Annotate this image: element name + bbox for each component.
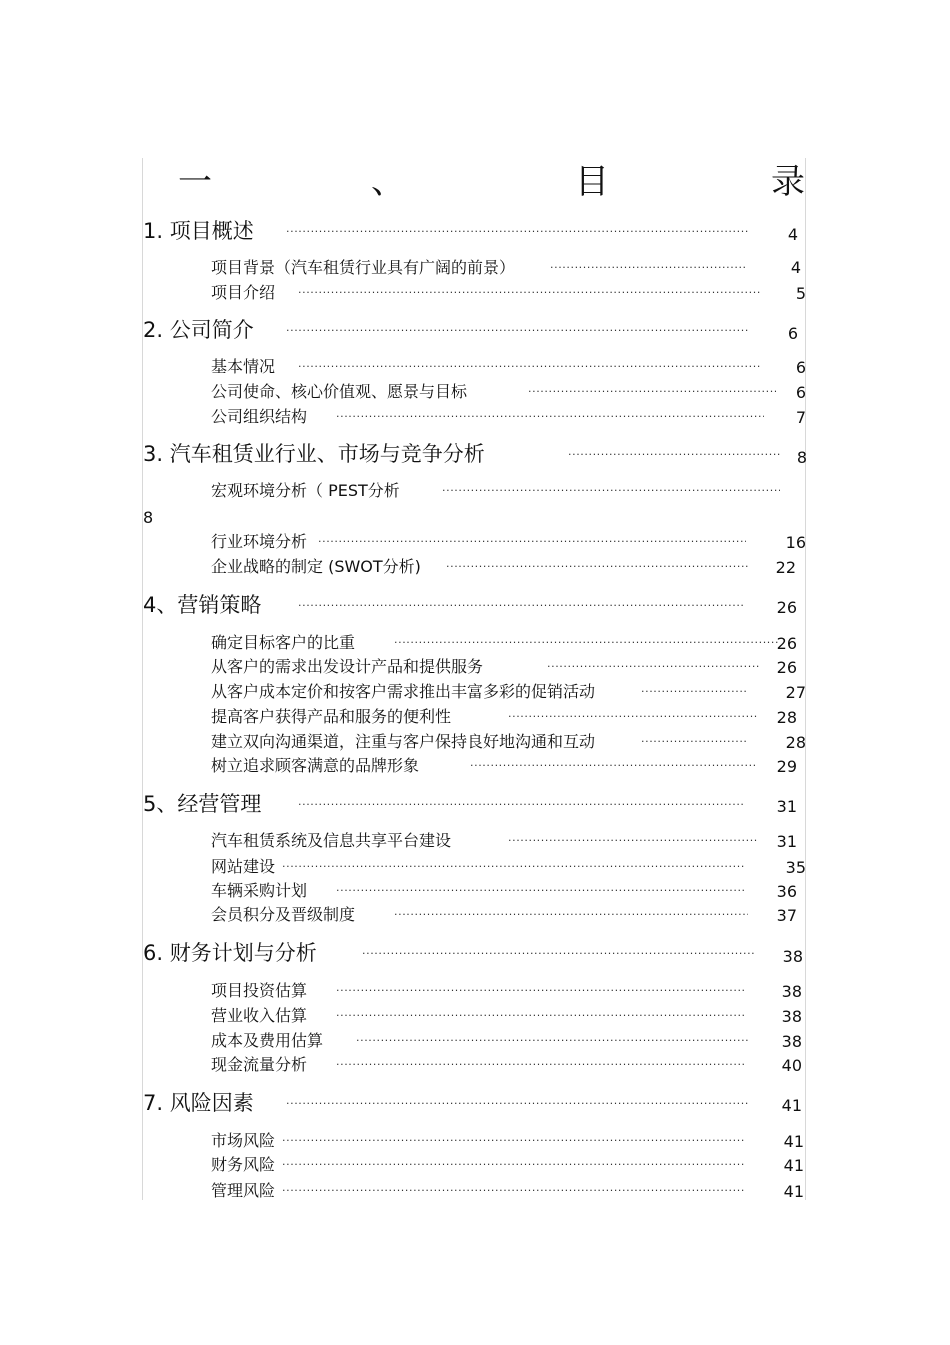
toc-page-number: 6 [795,383,806,402]
leader-dots [298,799,744,811]
leader-dots [298,600,744,612]
leader-dots [394,637,778,649]
leader-dots [336,1010,746,1022]
leader-dots [470,760,756,772]
toc-page-number: 38 [781,982,802,1001]
toc-page-number: 41 [783,1156,804,1175]
toc-entry-6-2[interactable]: 营业收入估算 [211,1006,308,1025]
toc-heading-2[interactable]: 2. 公司简介 [143,318,254,342]
leader-dots [641,686,747,698]
toc-page-number: 16 [785,533,806,552]
toc-title-char-3: 目 [575,162,609,202]
leader-dots [446,561,748,573]
toc-page-number: 36 [776,882,797,901]
toc-page-number: 26 [776,634,797,653]
toc-entry-5-3[interactable]: 车辆采购计划 [211,881,308,900]
toc-page-number: 28 [776,708,797,727]
toc-page-number: 6 [795,358,806,377]
toc-entry-4-5[interactable]: 建立双向沟通渠道，注重与客户保持良好地沟通和互动 [211,732,596,751]
leader-dots [362,948,754,960]
toc-page-number: 29 [776,757,797,776]
leader-dots [394,909,748,921]
toc-page-number-wrapped: 8 [143,508,154,527]
toc-entry-7-1[interactable]: 市场风险 [211,1131,276,1150]
right-margin-rule [805,158,806,1200]
toc-heading-1[interactable]: 1. 项目概述 [143,219,254,243]
toc-entry-1-2[interactable]: 项目介绍 [211,283,276,302]
leader-dots [568,449,780,461]
leader-dots [282,861,746,873]
toc-page-number: 40 [781,1056,802,1075]
toc-entry-5-4[interactable]: 会员积分及晋级制度 [211,905,356,924]
leader-dots [286,226,748,238]
leader-dots [550,262,746,274]
leader-dots [641,736,747,748]
toc-entry-2-3[interactable]: 公司组织结构 [211,407,308,426]
toc-page-number: 26 [776,598,797,617]
toc-entry-6-4[interactable]: 现金流量分析 [211,1055,308,1074]
leader-dots [336,411,764,423]
toc-title-char-1: 一 [178,162,212,202]
leader-dots [508,835,758,847]
leader-dots [442,485,780,497]
leader-dots [547,661,760,673]
toc-page-number: 22 [775,558,796,577]
leader-dots [286,325,748,337]
toc-entry-4-2[interactable]: 从客户的需求出发设计产品和提供服务 [211,657,484,676]
toc-entry-6-1[interactable]: 项目投资估算 [211,981,308,1000]
leader-dots [336,1059,746,1071]
toc-entry-7-2[interactable]: 财务风险 [211,1155,276,1174]
toc-heading-7[interactable]: 7. 风险因素 [143,1091,254,1115]
toc-page-number: 37 [776,906,797,925]
leader-dots [286,1098,748,1110]
leader-dots [528,386,776,398]
toc-entry-2-2[interactable]: 公司使命、核心价值观、愿景与目标 [211,382,468,401]
leader-dots [318,536,746,548]
toc-page-number: 41 [783,1182,804,1201]
toc-heading-6[interactable]: 6. 财务计划与分析 [143,941,317,965]
toc-entry-3-3[interactable]: 企业战略的制定 (SWOT分析) [211,557,421,576]
toc-title-char-2: 、 [371,162,405,202]
leader-dots [298,361,760,373]
toc-entry-1-1[interactable]: 项目背景（汽车租赁行业具有广阔的前景） [211,258,516,277]
toc-entry-4-6[interactable]: 树立追求顾客满意的品牌形象 [211,756,420,775]
toc-entry-7-3[interactable]: 管理风险 [211,1181,276,1200]
toc-page-number: 41 [781,1096,802,1115]
leader-dots [298,287,760,299]
toc-entry-4-4[interactable]: 提高客户获得产品和服务的便利性 [211,707,452,726]
toc-heading-4[interactable]: 4、营销策略 [143,593,262,617]
toc-page-number: 5 [795,284,806,303]
toc-page-number: 27 [785,683,806,702]
toc-page-number: 4 [787,225,798,244]
toc-page-number: 38 [781,1007,802,1026]
toc-title-char-4: 录 [771,162,805,202]
toc-page-number: 8 [796,448,807,467]
toc-page-number: 35 [785,858,806,877]
toc-entry-2-1[interactable]: 基本情况 [211,357,276,376]
leader-dots [282,1135,746,1147]
leader-dots [282,1159,746,1171]
toc-page-number: 4 [790,258,801,277]
toc-page-number: 6 [787,324,798,343]
leader-dots [508,711,758,723]
leader-dots [356,1035,748,1047]
leader-dots [336,885,746,897]
toc-entry-4-1[interactable]: 确定目标客户的比重 [211,633,356,652]
leader-dots [282,1185,746,1197]
toc-page-number: 38 [782,947,803,966]
toc-heading-3[interactable]: 3. 汽车租赁业行业、市场与竞争分析 [143,442,485,466]
toc-entry-3-1[interactable]: 宏观环境分析（ PEST分析 [211,481,400,500]
toc-page-number: 7 [795,408,806,427]
toc-page-number: 31 [776,797,797,816]
left-margin-rule [142,158,143,1200]
toc-page-number: 26 [776,658,797,677]
toc-entry-6-3[interactable]: 成本及费用估算 [211,1031,324,1050]
toc-entry-5-2[interactable]: 网站建设 [211,857,276,876]
toc-page-number: 41 [783,1132,804,1151]
toc-page-number: 28 [785,733,806,752]
toc-heading-5[interactable]: 5、经营管理 [143,792,262,816]
toc-page-number: 38 [781,1032,802,1051]
toc-entry-4-3[interactable]: 从客户成本定价和按客户需求推出丰富多彩的促销活动 [211,682,596,701]
toc-entry-3-2[interactable]: 行业环境分析 [211,532,308,551]
leader-dots [336,985,746,997]
toc-page-number: 31 [776,832,797,851]
toc-entry-5-1[interactable]: 汽车租赁系统及信息共享平台建设 [211,831,452,850]
